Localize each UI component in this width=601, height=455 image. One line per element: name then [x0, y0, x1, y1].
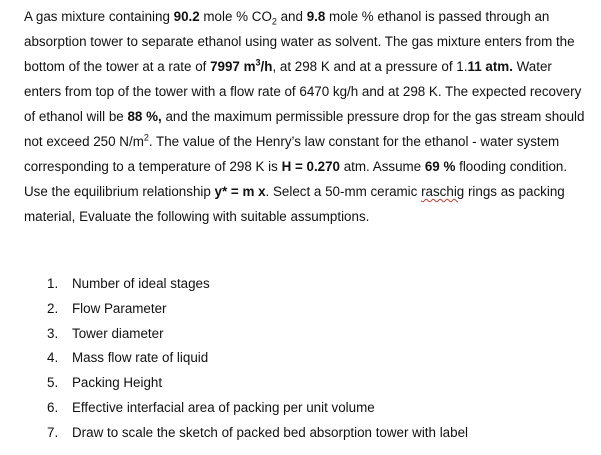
- list-item-text: Number of ideal stages: [72, 276, 210, 291]
- henry-constant: H = 0.270: [281, 159, 341, 174]
- text-run: and: [276, 9, 307, 24]
- list-item-text: Effective interfacial area of packing per unit volume: [72, 399, 375, 415]
- list-item: [47, 346, 468, 371]
- list-number: 4.: [47, 350, 59, 366]
- list-number: 2.: [47, 300, 59, 316]
- list-number: 3.: [47, 325, 59, 341]
- spellcheck-flagged-word: raschig: [421, 184, 465, 199]
- list-item: [47, 371, 468, 396]
- list-item: [47, 396, 468, 421]
- co2-subscript: 2: [271, 16, 277, 27]
- equilibrium-relation: y* = m x: [214, 184, 266, 199]
- list-number: 1.: [47, 276, 59, 291]
- text-run: . The value of the Henry’s law constant for the ethanol - water system corresponding to a temperature of 298 K is: [24, 134, 560, 174]
- list-item: [47, 297, 468, 322]
- text-run: . Select a 50-mm ceramic: [265, 184, 422, 199]
- ethanol-percent: 9.8: [306, 9, 326, 24]
- list-item: [47, 322, 468, 347]
- gas-flow-rate: 7997 $m^3/h$: [210, 57, 273, 74]
- pressure-value: 11: [467, 59, 482, 74]
- text-run: rings as packing material, Evaluate the following with suitable assumptions.: [24, 184, 565, 224]
- text-run: flooding condition. Use the equilibrium relationship: [24, 159, 568, 199]
- list-item-text: Packing Height: [72, 375, 163, 391]
- list-item-text: Flow Parameter: [72, 300, 167, 316]
- list-number: 5.: [47, 375, 59, 391]
- list-item-text: Mass flow rate of liquid: [72, 350, 209, 366]
- list-item-text: Tower diameter: [72, 325, 164, 341]
- pressure-drop-superscript: 2: [143, 132, 149, 143]
- flooding-percent: 69 %: [424, 159, 456, 174]
- text-run: , at 298 K and at a pressure of 1.: [272, 59, 468, 74]
- list-item: [47, 272, 468, 297]
- text-run: mole % CO: [199, 9, 272, 24]
- co2-percent: 90.2: [173, 9, 200, 24]
- list-number: 6.: [47, 399, 59, 415]
- text-run: and the maximum permissible pressure drop for the gas stream should not exceed 250 N/m: [24, 109, 585, 149]
- list-item: [47, 421, 468, 446]
- list-item-text: Draw to scale the sketch of packed bed absorption tower with label: [72, 424, 468, 440]
- text-run: A gas mixture containing: [24, 9, 174, 24]
- text-run: atm. Assume: [340, 159, 425, 174]
- task-list: [47, 272, 468, 446]
- text-run: mole % ethanol is passed through an absorption tower to separate ethanol using water as solvent. The gas mixture enters from the bottom of the tower at a rate of: [24, 9, 575, 74]
- problem-statement: [24, 4, 590, 229]
- recovery-value: 88 %,: [127, 109, 162, 124]
- pressure-unit: atm.: [485, 59, 513, 74]
- list-number: 7.: [47, 424, 59, 440]
- text-run: Water enters from top of the tower with a flow rate of 6470 kg/h and at 298 K. The expected recovery of ethanol will be: [24, 59, 582, 124]
